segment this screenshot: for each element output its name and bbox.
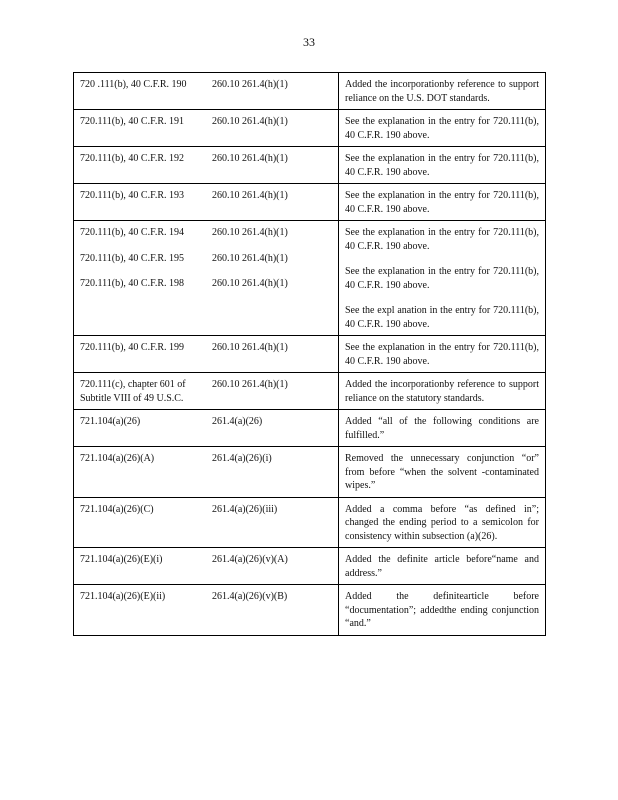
source-section-cell (74, 147, 207, 184)
explanation-text: See the explanation in the entry for 720.111(b), 40 C.F.R. 190 above. (345, 227, 539, 252)
source-section-cell (74, 110, 207, 147)
explanation-cell (339, 221, 546, 336)
page-number: 33 (303, 35, 315, 49)
table-row (74, 373, 546, 410)
explanation-text: Added the definite article before“name and address.” (345, 554, 539, 579)
federal-section-cell (206, 373, 339, 410)
source-section-cell (74, 336, 207, 373)
source-section-cell (74, 373, 207, 410)
explanation-cell (339, 497, 546, 548)
federal-section-cell (206, 147, 339, 184)
federal-section: 261.4(a)(26)(v)(A) (212, 554, 288, 565)
federal-section: 260.10 261.4(h)(1) (212, 153, 288, 164)
federal-section: 260.10 261.4(h)(1) (212, 116, 288, 127)
explanation-cell (339, 410, 546, 447)
source-section: 720.111(b), 40 C.F.R. 199 (80, 342, 185, 353)
source-section: 721.104(a)(26)(A) (80, 453, 155, 464)
explanation-cell (339, 73, 546, 110)
federal-section-cell (206, 184, 339, 221)
explanation-text: See the explanation in the entry for 720.111(b), 40 C.F.R. 190 above. (345, 153, 539, 178)
source-section-cell (74, 221, 207, 336)
federal-section-cell (206, 585, 339, 636)
explanation-cell (339, 447, 546, 498)
explanation-text: See the expl anation in the entry for 720.111(b), 40 C.F.R. 190 above. (345, 305, 539, 330)
explanation-cell (339, 373, 546, 410)
federal-section: 260.10 261.4(h)(1) (212, 379, 288, 390)
federal-section-cell (206, 497, 339, 548)
explanation-cell (339, 585, 546, 636)
explanation-cell (339, 147, 546, 184)
federal-section: 260.10 261.4(h)(1) (212, 252, 288, 264)
cross-reference-table (73, 72, 546, 636)
table-row (74, 184, 546, 221)
source-section: 721.104(a)(26) (80, 416, 141, 427)
federal-section: 260.10 261.4(h)(1) (212, 79, 288, 90)
explanation-cell (339, 548, 546, 585)
source-section: 721.104(a)(26)(E)(ii) (80, 591, 166, 602)
explanation-cell (339, 336, 546, 373)
federal-section: 260.10 261.4(h)(1) (212, 278, 288, 289)
table-row (74, 221, 546, 336)
federal-section-cell (206, 110, 339, 147)
explanation-text: Added the definitearticle before “documentation”; addedthe ending conjunction “and.” (345, 591, 539, 629)
table-body (74, 73, 546, 636)
source-section-cell (74, 497, 207, 548)
table-row (74, 585, 546, 636)
explanation-text: Added the incorporationby reference to support reliance on the U.S. DOT standards. (345, 79, 539, 104)
table-row (74, 497, 546, 548)
table-row (74, 410, 546, 447)
source-section: 721.104(a)(26)(C) (80, 503, 154, 515)
source-section-cell (74, 73, 207, 110)
federal-section: 261.4(a)(26) (212, 416, 263, 427)
source-section: 720.111(c), chapter 601 of Subtitle VIII of 49 U.S.C. (80, 379, 186, 404)
source-section: 720.111(b), 40 C.F.R. 192 (80, 153, 185, 164)
table-row (74, 73, 546, 110)
explanation-text: Added “all of the following conditions are fulfilled.” (345, 416, 539, 441)
source-section-cell (74, 447, 207, 498)
table-row (74, 548, 546, 585)
federal-section-cell (206, 410, 339, 447)
explanation-text: See the explanation in the entry for 720.111(b), 40 C.F.R. 190 above. (345, 116, 539, 141)
source-section: 720 .111(b), 40 C.F.R. 190 (80, 79, 187, 90)
explanation-text: See the explanation in the entry for 720.111(b), 40 C.F.R. 190 above. (345, 190, 539, 215)
source-section-cell (74, 548, 207, 585)
federal-section: 261.4(a)(26)(v)(B) (212, 591, 288, 602)
source-section: 720.111(b), 40 C.F.R. 193 (80, 190, 185, 201)
source-section: 720.111(b), 40 C.F.R. 191 (80, 116, 185, 127)
federal-section: 260.10 261.4(h)(1) (212, 227, 288, 238)
federal-section-cell (206, 73, 339, 110)
source-section: 720.111(b), 40 C.F.R. 194 (80, 227, 185, 238)
federal-section: 260.10 261.4(h)(1) (212, 342, 288, 353)
federal-section-cell (206, 336, 339, 373)
source-section: 720.111(b), 40 C.F.R. 198 (80, 278, 185, 289)
federal-section: 260.10 261.4(h)(1) (212, 190, 288, 201)
explanation-text: Added a comma before “as defined in”; changed the ending period to a semicolon for consistency within subsection (a)(26). (345, 503, 539, 542)
source-section-cell (74, 585, 207, 636)
explanation-text: Added the incorporationby reference to support reliance on the statutory standards. (345, 379, 539, 404)
explanation-text: Removed the unnecessary conjunction “or” from before “when the solvent -contaminated wipes.” (345, 453, 539, 491)
table-row (74, 447, 546, 498)
federal-section: 261.4(a)(26)(i) (212, 453, 272, 464)
federal-section-cell (206, 221, 339, 336)
table-row (74, 336, 546, 373)
explanation-text: See the explanation in the entry for 720.111(b), 40 C.F.R. 190 above. (345, 266, 539, 291)
federal-section: 261.4(a)(26)(iii) (212, 503, 278, 515)
source-section: 721.104(a)(26)(E)(i) (80, 554, 163, 565)
source-section: 720.111(b), 40 C.F.R. 195 (80, 252, 185, 264)
explanation-text: See the explanation in the entry for 720.111(b), 40 C.F.R. 190 above. (345, 342, 539, 367)
federal-section-cell (206, 447, 339, 498)
explanation-cell (339, 110, 546, 147)
table-row (74, 147, 546, 184)
source-section-cell (74, 410, 207, 447)
table-row (74, 110, 546, 147)
source-section-cell (74, 184, 207, 221)
explanation-cell (339, 184, 546, 221)
federal-section-cell (206, 548, 339, 585)
